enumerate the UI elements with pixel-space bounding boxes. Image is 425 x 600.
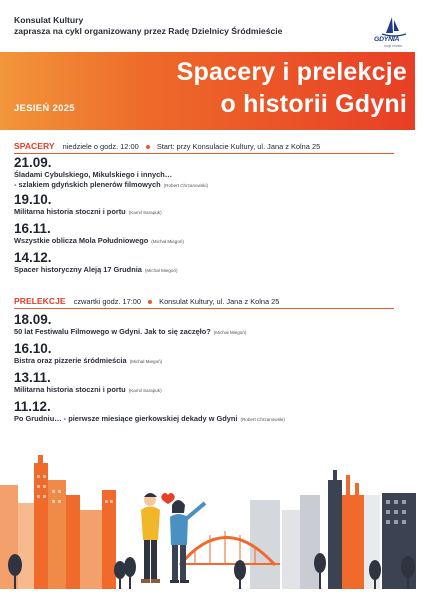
event-title-row (14, 265, 409, 276)
event-author: (Michał Miegoń) (151, 239, 184, 244)
prelekcje-event-4 (14, 400, 409, 425)
spacery-event-2 (14, 193, 409, 218)
event-date: 18.09. (14, 312, 52, 327)
event-date: 11.12. (14, 399, 51, 414)
event-date: 16.10. (14, 341, 52, 356)
organizer-invitation: zaprasza na cykl organizowany przez Radę Dzielnicy Śródmieście (14, 26, 283, 36)
prelekcje-header (14, 296, 279, 306)
logo-wordmark: GDYNIA (374, 36, 400, 43)
separator-dot (148, 300, 152, 304)
event-title: Bistra oraz pizzerie śródmieścia (14, 356, 127, 365)
spacery-divider (14, 153, 394, 154)
title-line-2: o historii Gdyni (220, 90, 407, 118)
spacery-label: SPACERY (14, 141, 55, 151)
event-title: Militarna historia stoczni i portu (14, 385, 126, 394)
event-title: Wszystkie oblicza Mola Południowego (14, 236, 149, 245)
spacery-event-1 (14, 156, 409, 190)
event-author: (Michał Miegoń) (129, 359, 163, 364)
event-author: (Michał Miegoń) (144, 268, 178, 273)
prelekcje-label: PRELEKCJE (14, 296, 66, 306)
event-date: 14.12. (14, 250, 52, 265)
title-line-1: Spacery i prelekcje (176, 58, 407, 86)
event-author: (Robert Chrzanowski) (240, 417, 285, 422)
event-author: (Robert Chrzanowski) (163, 182, 209, 188)
event-title: Spacer historyczny Aleją 17 Grudnia (14, 265, 142, 274)
event-title: Militarna historia stoczni i portu (14, 207, 126, 216)
event-title-line2: - szlakiem gdyńskich plenerów filmowych (14, 179, 161, 189)
prelekcje-divider (14, 308, 394, 309)
spacery-where: Start: przy Konsulacie Kultury, ul. Jana z Kolna 25 (156, 142, 321, 151)
event-author: (Michał Miegoń) (213, 330, 247, 335)
spacery-when: niedziele o godz. 12:00 (62, 142, 139, 151)
event-date: 16.11. (14, 221, 51, 236)
event-title-row (14, 327, 409, 338)
event-date: 13.11. (14, 370, 51, 385)
prelekcje-when: czwartki godz. 17:00 (73, 297, 142, 306)
event-title-row (14, 207, 409, 218)
prelekcje-event-1 (14, 313, 409, 338)
event-title-row (14, 356, 409, 367)
logo-tagline: moje miasto (384, 44, 403, 48)
prelekcje-event-2 (14, 342, 409, 367)
people-illustration (141, 493, 205, 583)
event-author: (Kamil Sarapuk) (128, 210, 162, 215)
event-date: 19.10. (14, 192, 52, 207)
event-date: 21.09. (14, 155, 52, 170)
event-title: 50 lat Festiwalu Filmowego w Gdyni. Jak to się zaczęło? (14, 327, 211, 336)
spacery-header (14, 141, 320, 151)
organizer-name: Konsulat Kultury (14, 15, 84, 25)
organizer-block (14, 15, 282, 37)
event-title-row (14, 414, 409, 425)
prelekcje-event-3 (14, 371, 409, 396)
event-title-cont (14, 180, 409, 191)
spacery-event-4 (14, 251, 409, 276)
city-skyline-illustration (0, 455, 425, 600)
event-author: (Kamil Sarapuk) (128, 388, 162, 393)
prelekcje-where: Konsulat Kultury, ul. Jana z Kolna 25 (159, 297, 280, 306)
event-title: Śladami Cybulskiego, Mikulskiego i innych… (14, 170, 173, 179)
season-label: JESIEŃ 2025 (14, 103, 75, 114)
event-title-row (14, 236, 409, 247)
heart-icon (161, 493, 175, 504)
event-title: Po Grudniu… - pierwsze miesiące gierkowskiej dekady w Gdyni (14, 414, 238, 423)
event-title-row (14, 385, 409, 396)
separator-dot (146, 145, 150, 149)
spacery-event-3 (14, 222, 409, 247)
